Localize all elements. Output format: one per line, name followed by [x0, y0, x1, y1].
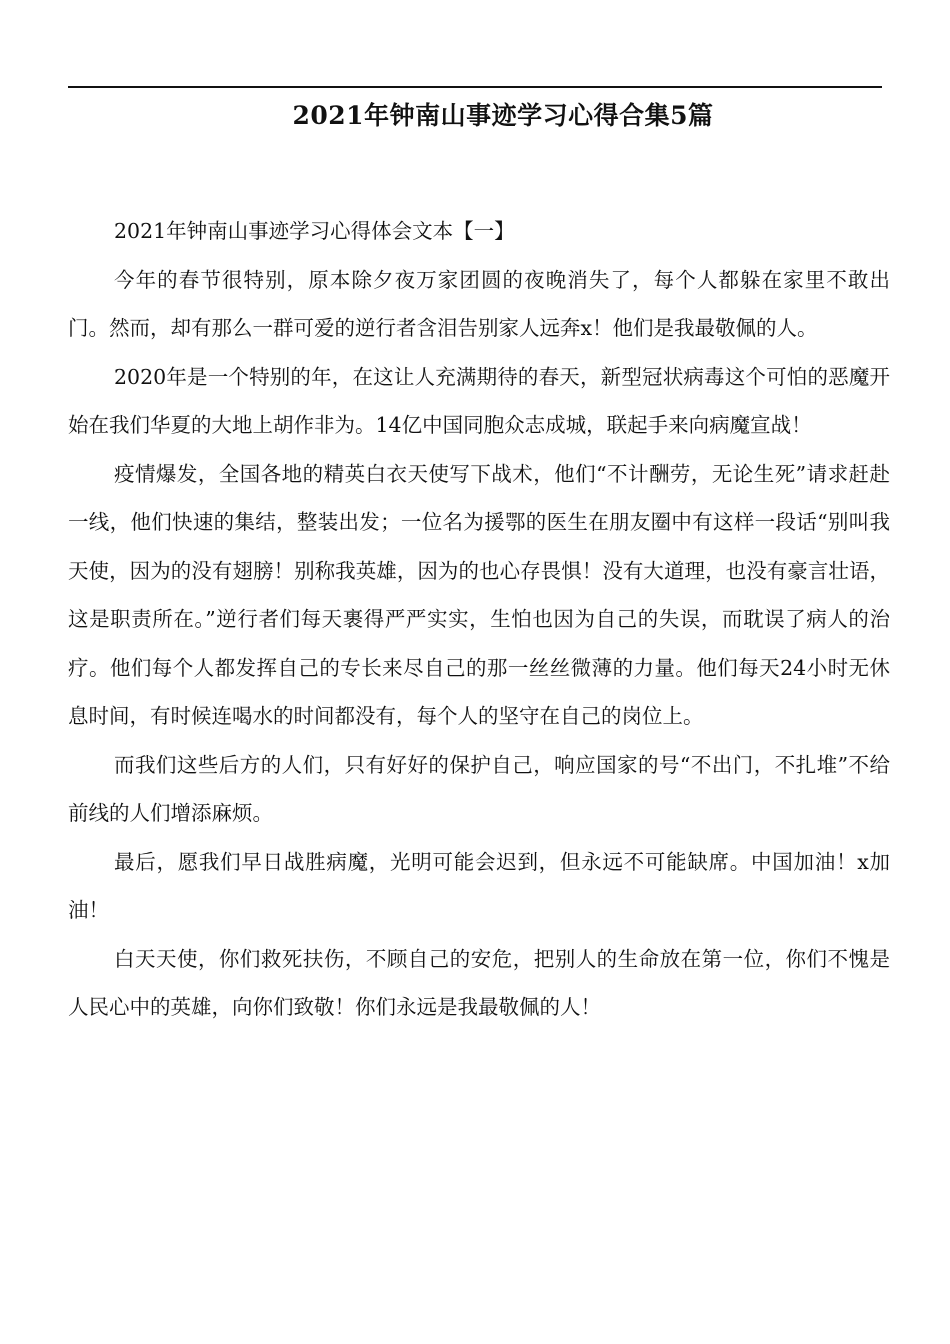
paragraph: 今年的春节很特别，原本除夕夜万家团圆的夜晚消失了，每个人都躲在家里不敢出门。然而，却有那么一群可爱的逆行者含泪告别家人远奔x！他们是我最敬佩的人。 [68, 267, 890, 340]
document-title: 2021年钟南山事迹学习心得合集5篇 [292, 101, 714, 130]
paragraph: 疫情爆发，全国各地的精英白衣天使写下战术，他们“不计酬劳，无论生死”请求赶赴一线，他们快速的集结，整装出发；一位名为援鄂的医生在朋友圈中有这样一段话“别叫我天使，因为的没有翅膀！别称我英雄，因为的也心存畏惧！没有大道理，也没有豪言壮语，这是职责所在。”逆行者们每天裹得严严实实，生怕也因为自己的失误，而耽误了病人的治疗。他们每个人都发挥自己的专长来尽自己的那一丝丝微薄的力量。他们每天24小时无休息时间，有时候连喝水的时间都没有，每个人的坚守在自己的岗位上。 [68, 461, 890, 728]
document-body [68, 207, 890, 1032]
paragraph: 最后，愿我们早日战胜病魔，光明可能会迟到，但永远不可能缺席。中国加油！x加油！ [68, 849, 890, 922]
header-rule [68, 86, 882, 88]
paragraph: 2020年是一个特别的年，在这让人充满期待的春天，新型冠状病毒这个可怕的恶魔开始在我们华夏的大地上胡作非为。14亿中国同胞众志成城，联起手来向病魔宣战！ [68, 364, 890, 437]
paragraph: 而我们这些后方的人们，只有好好的保护自己，响应国家的号“不出门，不扎堆”不给前线的人们增添麻烦。 [68, 752, 890, 825]
paragraph: 白天天使，你们救死扶伤，不顾自己的安危，把别人的生命放在第一位，你们不愧是人民心中的英雄，向你们致敬！你们永远是我最敬佩的人！ [68, 946, 890, 1019]
section-heading: 2021年钟南山事迹学习心得体会文本【一】 [114, 219, 515, 243]
